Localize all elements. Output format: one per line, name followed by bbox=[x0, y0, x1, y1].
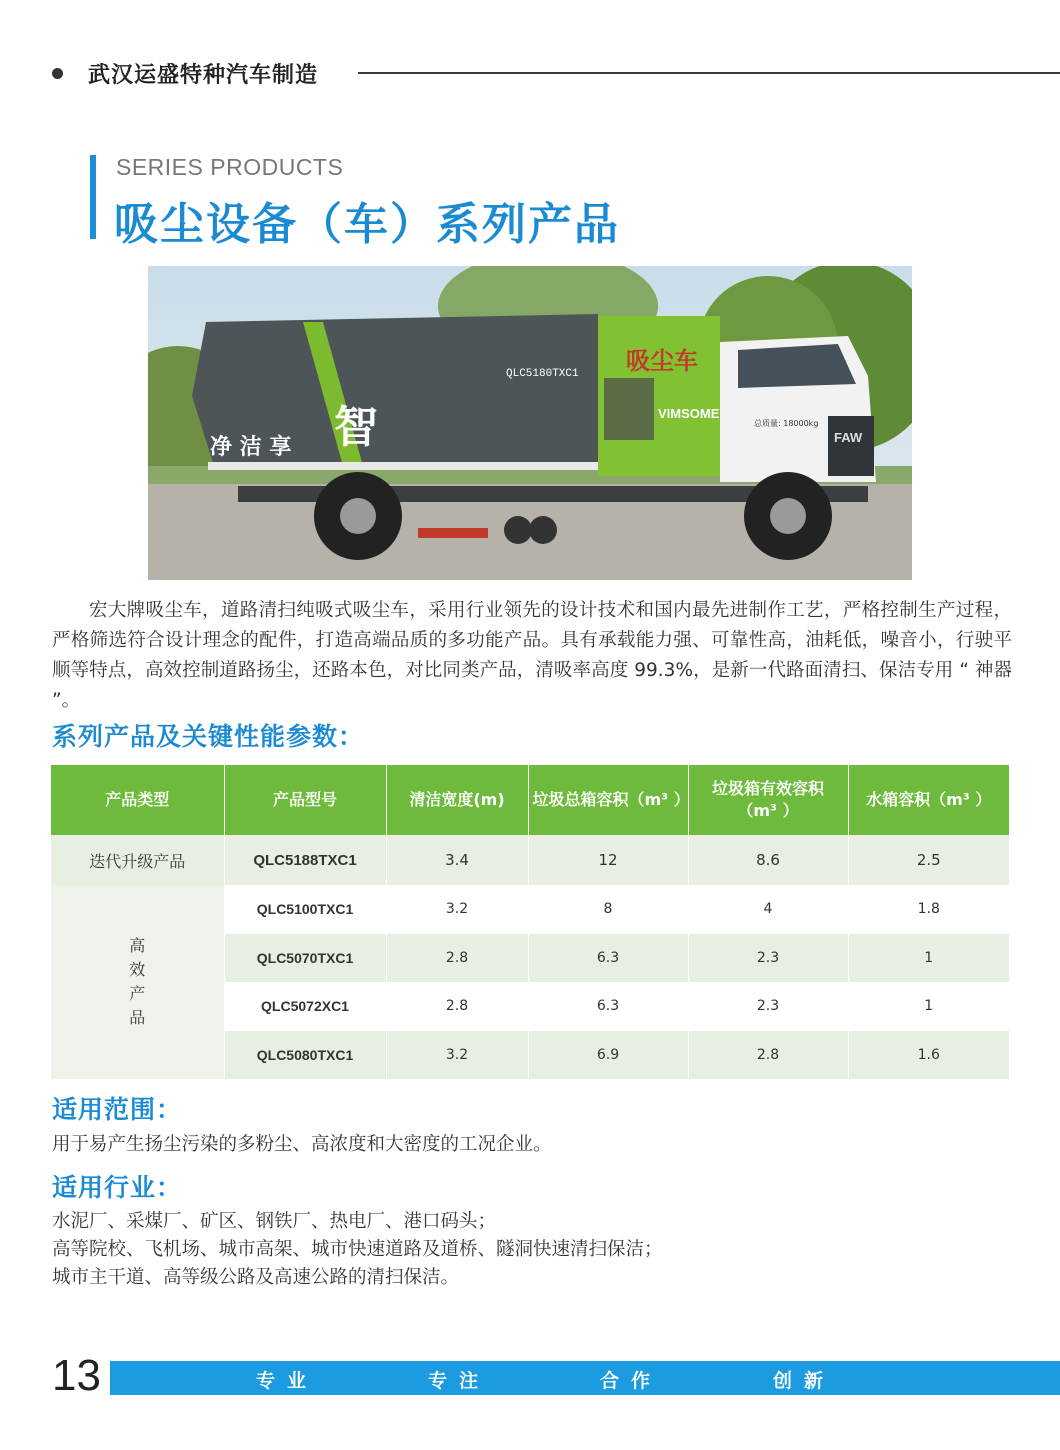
page-number: 13 bbox=[52, 1351, 101, 1400]
table-header-row bbox=[51, 765, 1009, 835]
width-cell: 3.2 bbox=[386, 885, 528, 934]
truck-slogan-big: 智 bbox=[334, 402, 378, 453]
intro-paragraph: 宏大牌吸尘车，道路清扫纯吸式吸尘车，采用行业领先的设计技术和国内最先进制作工艺，严格控制生产过程，严格筛选符合设计理念的配件，打造高端品质的多功能产品。具有承载能力强、可靠性高，油耗低，噪音小，行驶平顺等特点，高效控制道路扬尘，还路本色，对比同类产品，清吸率高度 99.3%，是新一代路面清扫、保洁专用 “ 神器 ”。 bbox=[52, 600, 1012, 711]
truck-weight-label: 总质量: 18000kg bbox=[754, 419, 819, 428]
footer-bar bbox=[110, 1361, 1060, 1395]
series-title-cn: 吸尘设备（车）系列产品 bbox=[114, 199, 620, 250]
truck-model-decal: QLC5180TXC1 bbox=[506, 368, 579, 380]
water-volume-cell: 1 bbox=[848, 982, 1009, 1031]
truck-slogan: 净 洁 享 bbox=[210, 435, 292, 460]
category-efficient bbox=[51, 885, 224, 1079]
total-volume-cell: 6.9 bbox=[528, 1031, 688, 1080]
scope-heading: 适用范围： bbox=[52, 1095, 183, 1124]
header-model: 产品型号 bbox=[224, 765, 386, 835]
footer-slogan-1: 专业 bbox=[256, 1370, 319, 1392]
total-volume-cell: 12 bbox=[528, 835, 688, 885]
model-cell: QLC5080TXC1 bbox=[224, 1031, 386, 1080]
footer-slogan-2: 专注 bbox=[428, 1370, 491, 1392]
company-name: 武汉运盛特种汽车制造 bbox=[88, 63, 319, 88]
table-row bbox=[51, 835, 1009, 885]
water-volume-cell: 1 bbox=[848, 934, 1009, 983]
footer-slogan-3: 合作 bbox=[600, 1370, 663, 1392]
width-cell: 3.2 bbox=[386, 1031, 528, 1080]
header-effective-volume: 垃圾箱有效容积（m³ ） bbox=[688, 765, 848, 835]
truck-cab-brand: FAW bbox=[834, 430, 863, 445]
header-total-volume: 垃圾总箱容积（m³ ） bbox=[528, 765, 688, 835]
header-width: 清洁宽度(m) bbox=[386, 765, 528, 835]
water-volume-cell: 1.6 bbox=[848, 1031, 1009, 1080]
model-cell: QLC5100TXC1 bbox=[224, 885, 386, 934]
effective-volume-cell: 8.6 bbox=[688, 835, 848, 885]
header-type: 产品类型 bbox=[51, 765, 224, 835]
effective-volume-cell: 2.3 bbox=[688, 934, 848, 983]
model-cell: QLC5188TXC1 bbox=[224, 835, 386, 885]
header-rule bbox=[358, 72, 1060, 74]
total-volume-cell: 6.3 bbox=[528, 982, 688, 1031]
width-cell: 3.4 bbox=[386, 835, 528, 885]
params-heading: 系列产品及关键性能参数： bbox=[52, 722, 365, 751]
footer-slogan-4: 创新 bbox=[773, 1370, 836, 1392]
truck-brand-decal: VIMSOME bbox=[658, 406, 720, 421]
width-cell: 2.8 bbox=[386, 982, 528, 1031]
header-bullet bbox=[52, 68, 63, 79]
total-volume-cell: 8 bbox=[528, 885, 688, 934]
truck-photo bbox=[148, 266, 912, 580]
scope-text: 用于易产生扬尘污染的多粉尘、高浓度和大密度的工况企业。 bbox=[52, 1134, 552, 1155]
spec-table bbox=[51, 765, 1009, 1079]
category-efficient-label: 高效产品 bbox=[129, 936, 146, 1027]
water-volume-cell: 1.8 bbox=[848, 885, 1009, 934]
model-cell: QLC5072XC1 bbox=[224, 982, 386, 1031]
title-accent-bar bbox=[90, 155, 96, 239]
total-volume-cell: 6.3 bbox=[528, 934, 688, 983]
effective-volume-cell: 2.3 bbox=[688, 982, 848, 1031]
table-row bbox=[51, 885, 1009, 934]
header-water-volume: 水箱容积（m³ ） bbox=[848, 765, 1009, 835]
model-cell: QLC5070TXC1 bbox=[224, 934, 386, 983]
truck-side-sign: 吸尘车 bbox=[626, 347, 698, 375]
industry-line: 高等院校、飞机场、城市高架、城市快速道路及道桥、隧洞快速清扫保洁； bbox=[52, 1239, 663, 1260]
effective-volume-cell: 4 bbox=[688, 885, 848, 934]
water-volume-cell: 2.5 bbox=[848, 835, 1009, 885]
effective-volume-cell: 2.8 bbox=[688, 1031, 848, 1080]
industry-heading: 适用行业： bbox=[52, 1173, 183, 1202]
category-iter: 迭代升级产品 bbox=[51, 835, 224, 885]
industry-line: 城市主干道、高等级公路及高速公路的清扫保洁。 bbox=[52, 1267, 460, 1288]
series-title-en: SERIES PRODUCTS bbox=[116, 154, 344, 180]
industry-line: 水泥厂、采煤厂、矿区、钢铁厂、热电厂、港口码头； bbox=[52, 1211, 497, 1232]
width-cell: 2.8 bbox=[386, 934, 528, 983]
industry-list bbox=[52, 1208, 663, 1292]
